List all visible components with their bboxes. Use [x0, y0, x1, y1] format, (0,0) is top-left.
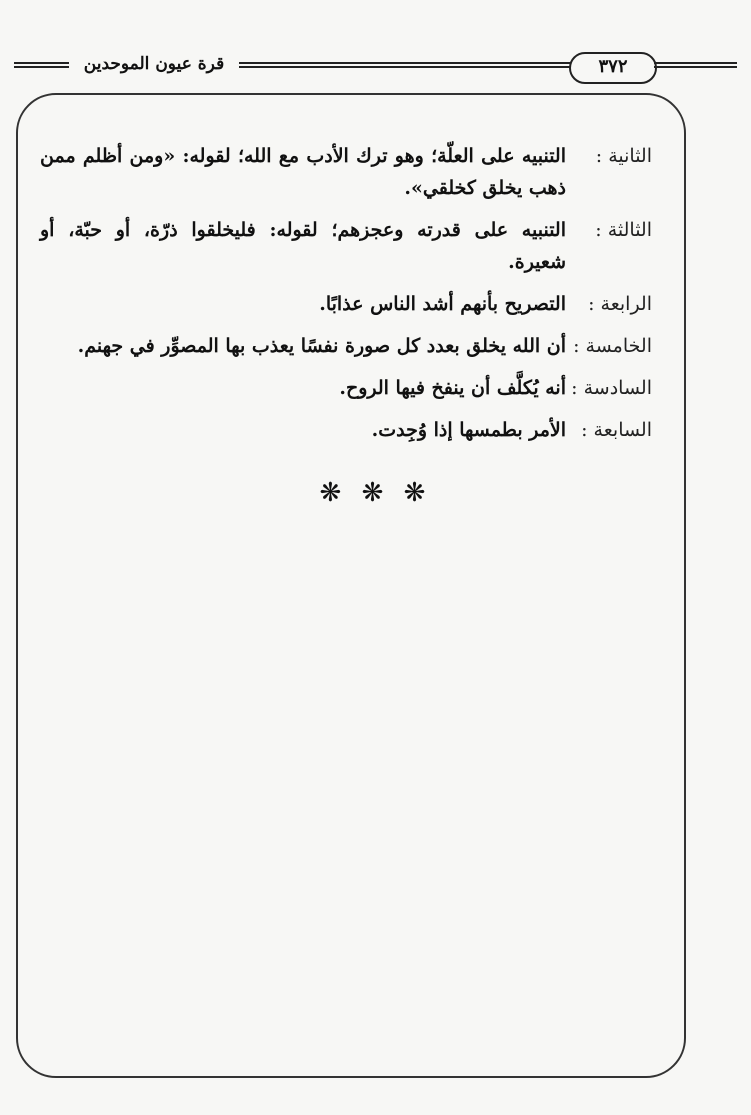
- item-text-end: .: [404, 177, 412, 199]
- item-text: أن الله يخلق بعدد كل صورة نفسًا يعذب بها المصوِّر في جهنم.: [77, 335, 566, 357]
- list-item: [40, 288, 652, 320]
- item-text: الأمر بطمسها إذا وُجِدت.: [371, 419, 566, 441]
- page-number-frame: [569, 52, 657, 84]
- item-text: التصريح بأنهم أشد الناس عذابًا.: [319, 293, 566, 315]
- lesson-list: [40, 140, 652, 456]
- hadith-quote: «ومن أظلم ممن ذهب يخلق كخلقي»: [40, 145, 566, 199]
- header-rule-middle: [239, 62, 579, 68]
- item-label: الثالثة :: [595, 219, 652, 241]
- item-text: التنبيه على قدرته وعجزهم؛ لقوله: فليخلقوا ذرّة، أو حبّة، أو شعيرة.: [40, 219, 566, 273]
- book-title: قرة عيون الموحدين: [83, 54, 225, 74]
- item-label: السابعة :: [581, 419, 652, 441]
- header-rule-left: [14, 62, 69, 68]
- list-item: [40, 372, 652, 404]
- item-text-body: التنبيه على العلّة؛ وهو ترك الأدب مع الله؛ لقوله:: [175, 145, 567, 167]
- header-rule-right: [654, 62, 737, 68]
- item-label: السادسة :: [571, 377, 652, 399]
- running-header: [14, 52, 737, 92]
- item-label: الخامسة :: [573, 335, 652, 357]
- section-separator: ❋ ❋ ❋: [319, 478, 432, 508]
- item-text: [40, 140, 566, 204]
- list-item: [40, 414, 652, 446]
- list-item: [40, 214, 652, 278]
- list-item: [40, 330, 652, 362]
- item-label: الثانية :: [595, 145, 652, 167]
- item-text: أنه يُكلَّف أن ينفخ فيها الروح.: [339, 377, 566, 399]
- list-item: [40, 140, 652, 204]
- item-label: الرابعة :: [588, 293, 652, 315]
- page-number: ٣٧٢: [598, 56, 628, 77]
